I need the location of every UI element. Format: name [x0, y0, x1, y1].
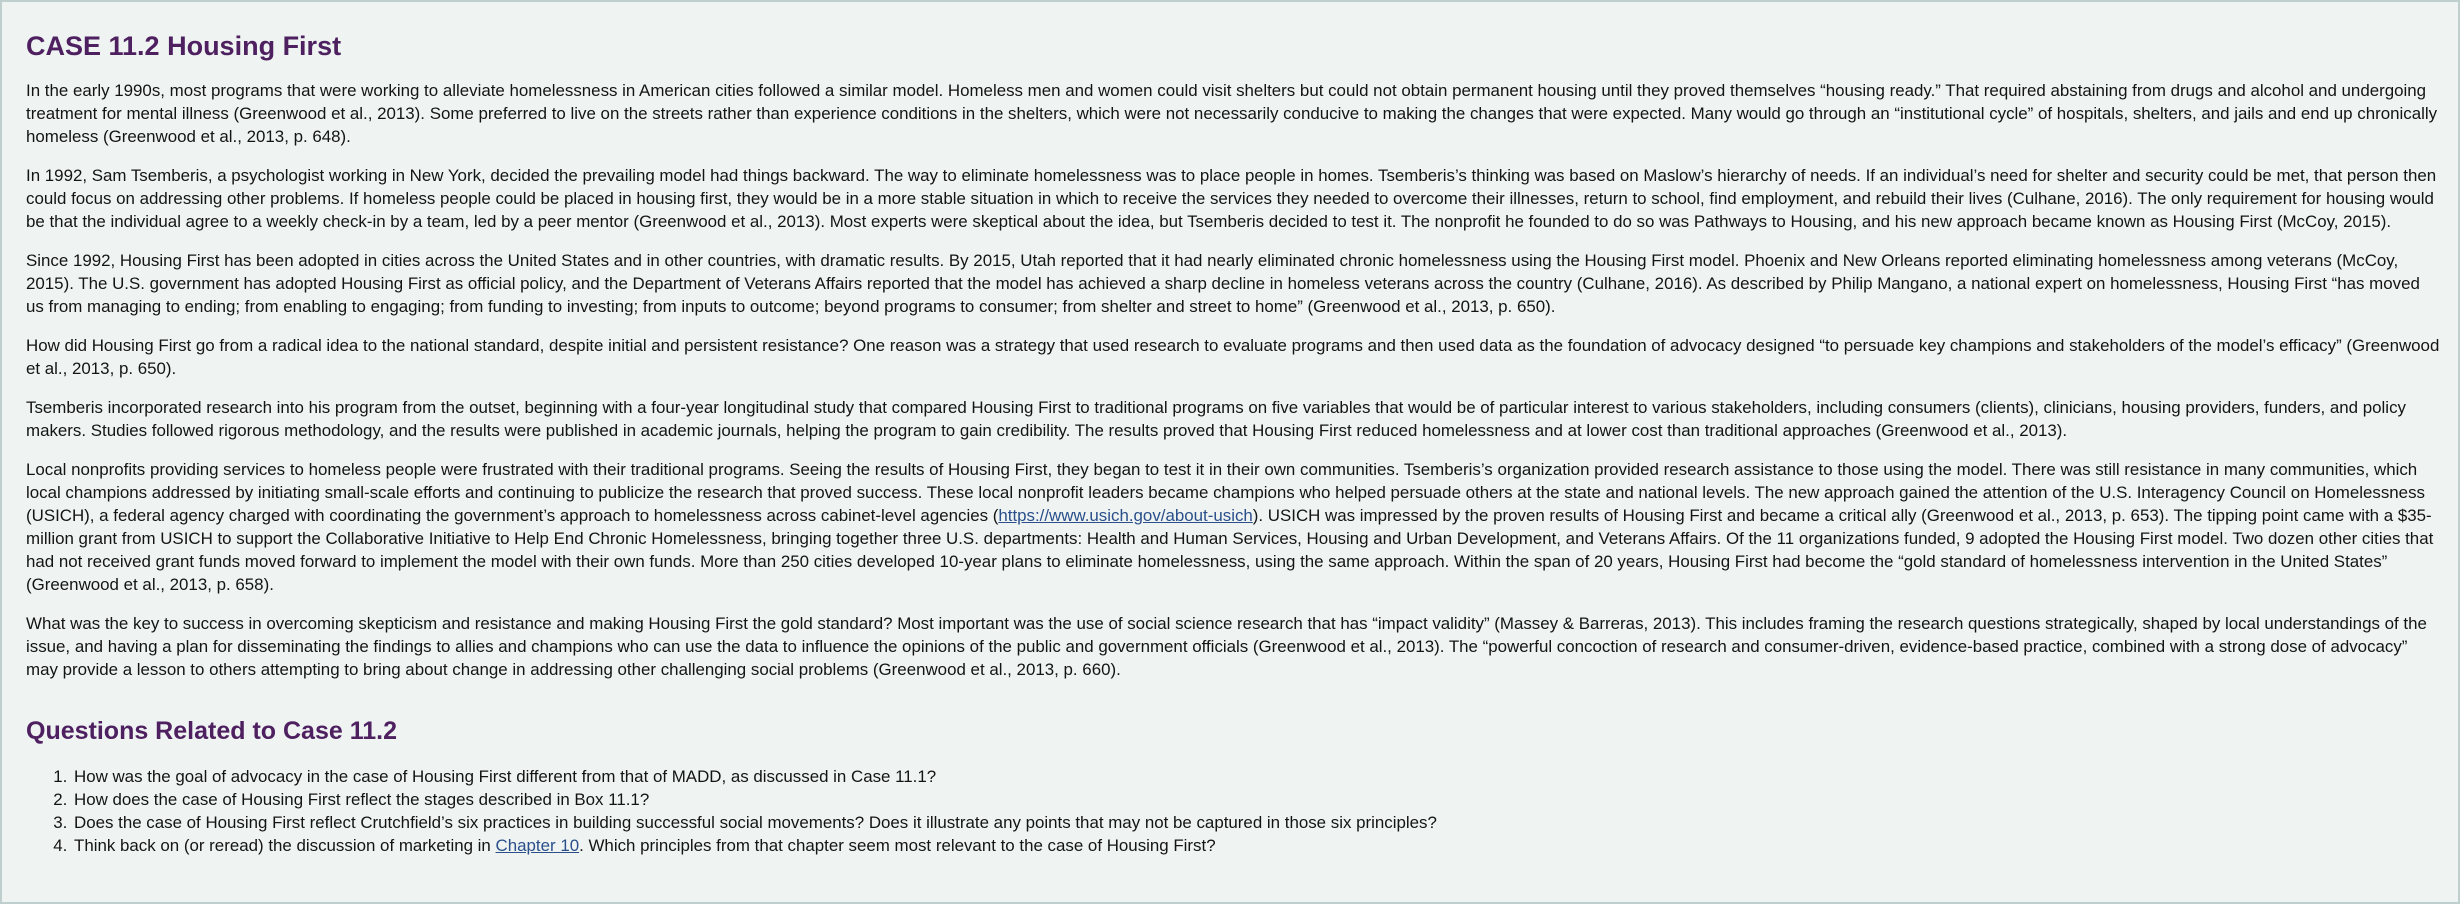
questions-list: [26, 765, 2440, 857]
question-item: 3. Does the case of Housing First reflect Crutchfield’s six practices in building successful social movements? Does it illustrate any points that may not be captured in those six principles?: [72, 811, 2440, 834]
case-paragraph-6: [26, 458, 2440, 596]
case-title: CASE 11.2 Housing First: [26, 31, 342, 61]
case-paragraph-6-text-before: Local nonprofits providing services to homeless people were frustrated with their traditional programs. Seeing the results of Housing First, they began to test it in their own communities. Tsemberis’s organization provided research assistance to those using the model. There was still resistance in many communities, which local champions addressed by initiating small-scale efforts and continuing to publicize the research that proved success. These local nonprofit leaders became champions who helped persuade others at the state and national levels. The new approach gained the attention of the U.S. Interagency Council on Homelessness (USICH), a federal agency charged with coordinating the government’s approach to homelessness across cabinet-level agencies (: [26, 460, 2425, 525]
case-paragraph-4: How did Housing First go from a radical idea to the national standard, despite initial and persistent resistance? One reason was a strategy that used research to evaluate programs and then used data as the foundation of advocacy designed “to persuade key champions and stakeholders of the model’s efficacy” (Greenwood et al., 2013, p. 650).: [26, 336, 2440, 378]
chapter-10-link[interactable]: Chapter 10: [495, 836, 580, 855]
question-item: 1. How was the goal of advocacy in the case of Housing First different from that of MADD, as discussed in Case 11.1?: [72, 765, 2440, 788]
case-paragraph-7: What was the key to success in overcoming skepticism and resistance and making Housing First the gold standard? Most important was the use of social science research that has “impact validity” (Massey & Barreras, 2013). This includes framing the research questions strategically, shaped by local understandings of the issue, and having a plan for disseminating the findings to allies and champions who can use the data to influence the opinions of the public and government officials (Greenwood et al., 2013). The “powerful concoction of research and consumer-driven, evidence-based practice, combined with a strong dose of advocacy” may provide a lesson to others attempting to bring about change in addressing other challenging social problems (Greenwood et al., 2013, p. 660).: [26, 614, 2427, 679]
case-paragraph-3: Since 1992, Housing First has been adopted in cities across the United States and in other countries, with dramatic results. By 2015, Utah reported that it had nearly eliminated chronic homelessness using the Housing First model. Phoenix and New Orleans reported eliminating homelessness among veterans (McCoy, 2015). The U.S. government has adopted Housing First as official policy, and the Department of Veterans Affairs reported that the model has achieved a sharp decline in homeless veterans across the country (Culhane, 2016). As described by Philip Mangano, a national expert on homelessness, Housing First “has moved us from managing to ending; from enabling to engaging; from funding to investing; from inputs to outcome; beyond programs to consumer; from shelter and street to home” (Greenwood et al., 2013, p. 650).: [26, 251, 2420, 316]
case-paragraph-2: In 1992, Sam Tsemberis, a psychologist working in New York, decided the prevailing model had things backward. The way to eliminate homelessness was to place people in homes. Tsemberis’s thinking was based on Maslow’s hierarchy of needs. If an individual’s need for shelter and security could be met, that person then could focus on addressing other problems. If homeless people could be placed in housing first, they would be in a more stable situation in which to receive the services they needed to overcome their illnesses, return to school, find employment, and rebuild their lives (Culhane, 2016). The only requirement for housing would be that the individual agree to a weekly check-in by a team, led by a peer mentor (Greenwood et al., 2013). Most experts were skeptical about the idea, but Tsemberis decided to test it. The nonprofit he founded to do so was Pathways to Housing, and his new approach became known as Housing First (McCoy, 2015).: [26, 166, 2437, 231]
questions-title: Questions Related to Case 11.2: [26, 717, 397, 745]
case-paragraph-6-text-after: ). USICH was impressed by the proven results of Housing First and became a critical ally (Greenwood et al., 2013, p. 653). The tipping point came with a $35-million grant from USICH to support the Collaborative Initiative to Help End Chronic Homelessness, bringing together three U.S. departments: Health and Human Services, Housing and Urban Development, and Veterans Affairs. Of the 11 organizations funded, 9 adopted the Housing First model. Two dozen other cities that had not received grant funds moved forward to implement the model with their own funds. More than 250 cities developed 10-year plans to eliminate homelessness, using the same approach. Within the span of 20 years, Housing First had become the “gold standard of homelessness intervention in the United States” (Greenwood et al., 2013, p. 658).: [26, 506, 2434, 594]
question-item: [72, 834, 2440, 857]
question-item: 2. How does the case of Housing First reflect the stages described in Box 11.1?: [72, 788, 2440, 811]
usich-link[interactable]: https://www.usich.gov/about-usich: [998, 506, 1253, 525]
question-4-text-before: Think back on (or reread) the discussion of marketing in: [74, 836, 496, 855]
case-paragraph-5: Tsemberis incorporated research into his program from the outset, beginning with a four-year longitudinal study that compared Housing First to traditional programs on five variables that would be of particular interest to various stakeholders, including consumers (clients), clinicians, housing providers, funders, and policy makers. Studies followed rigorous methodology, and the results were published in academic journals, helping the program to gain credibility. The results proved that Housing First reduced homelessness and at lower cost than traditional approaches (Greenwood et al., 2013).: [26, 398, 2406, 440]
case-paragraph-1: In the early 1990s, most programs that were working to alleviate homelessness in American cities followed a similar model. Homeless men and women could visit shelters but could not obtain permanent housing until they proved themselves “housing ready.” That required abstaining from drugs and alcohol and undergoing treatment for mental illness (Greenwood et al., 2013). Some preferred to live on the streets rather than experience conditions in the shelters, which were not necessarily conducive to making the changes that were expected. Many would go through an “institutional cycle” of hospitals, shelters, and jails and end up chronically homeless (Greenwood et al., 2013, p. 648).: [26, 81, 2438, 146]
question-4-text-after: . Which principles from that chapter seem most relevant to the case of Housing First?: [579, 836, 1216, 855]
